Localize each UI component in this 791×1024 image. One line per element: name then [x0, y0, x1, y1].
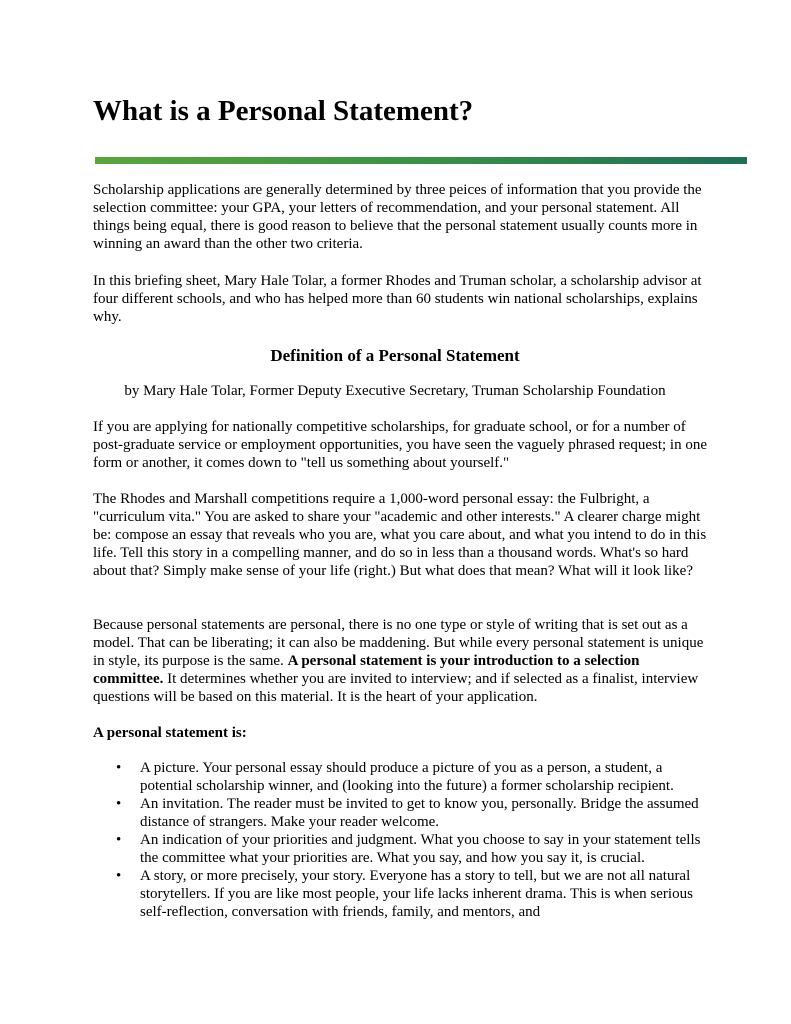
- body-paragraph-2: The Rhodes and Marshall competitions require a 1,000-word personal essay: the Fulbright, a "curriculum vita." You are asked to share your "academic and other interests." A clearer charge might be: compose an essay that reveals who you are, what you care about, and what you intend to do in this life. Tell this story in a compelling manner, and do so in less than a thousand words. What's so hard about that? Simply make sense of your life (right.) But what does that mean? What will it look like?: [93, 491, 707, 579]
- author-byline: by Mary Hale Tolar, Former Deputy Executive Secretary, Truman Scholarship Foundation: [124, 383, 666, 399]
- list-item: [93, 831, 713, 867]
- list-item-text: An invitation. The reader must be invited to get to know you, personally. Bridge the assumed distance of strangers. Make your reader welcome.: [140, 796, 699, 830]
- intro-paragraph-2: In this briefing sheet, Mary Hale Tolar, a former Rhodes and Truman scholar, a scholarship advisor at four different schools, and who has helped more than 60 students win national scholarships, explains why.: [93, 273, 702, 325]
- paragraph-text: It determines whether you are invited to interview; and if selected as a finalist, interview questions will be based on this material. It is the heart of your application.: [93, 671, 699, 705]
- list-item: [93, 795, 713, 831]
- list-item-text: An indication of your priorities and judgment. What you choose to say in your statement tells the committee what your priorities are. What you say, and how you say it, is crucial.: [140, 832, 701, 866]
- bullet-icon: •: [116, 760, 122, 776]
- body-paragraph-1: If you are applying for nationally competitive scholarships, for graduate school, or for a number of post-graduate service or employment opportunities, you have seen the vaguely phrased request; in one form or another, it comes down to "tell us something about yourself.": [93, 419, 707, 471]
- intro-paragraph-1: Scholarship applications are generally determined by three peices of information that you provide the selection committee: your GPA, your letters of recommendation, and your personal statement. All things being equal, there is good reason to believe that the personal statement usually counts more in winning an award than the other two criteria.: [93, 182, 702, 252]
- page-title: What is a Personal Statement?: [93, 95, 474, 127]
- list-item: [93, 867, 713, 921]
- section-heading: Definition of a Personal Statement: [270, 346, 520, 365]
- emphasis-text: A personal statement is your introduction to a selection committee.: [93, 653, 640, 687]
- bullet-icon: •: [116, 796, 122, 812]
- paragraph-text: Because personal statements are personal, there is no one type or style of writing that is set out as a model. That can be liberating; it can also be maddening. But while every personal statement is unique in style, its purpose is the same.: [93, 617, 704, 669]
- body-paragraph-3: [93, 616, 713, 706]
- list-item-text: A story, or more precisely, your story. Everyone has a story to tell, but we are not all natural storytellers. If you are like most people, your life lacks inherent drama. This is when serious self-reflection, conversation with friends, family, and mentors, and: [140, 868, 693, 920]
- bullet-icon: •: [116, 832, 122, 848]
- list-item: [93, 759, 713, 795]
- list-item-text: A picture. Your personal essay should produce a picture of you as a person, a student, a potential scholarship winner, and (looking into the future) a former scholarship recipient.: [140, 760, 674, 794]
- bullet-list: [93, 759, 713, 921]
- list-heading: A personal statement is:: [93, 725, 247, 741]
- title-divider: [95, 157, 747, 164]
- bullet-icon: •: [116, 868, 122, 884]
